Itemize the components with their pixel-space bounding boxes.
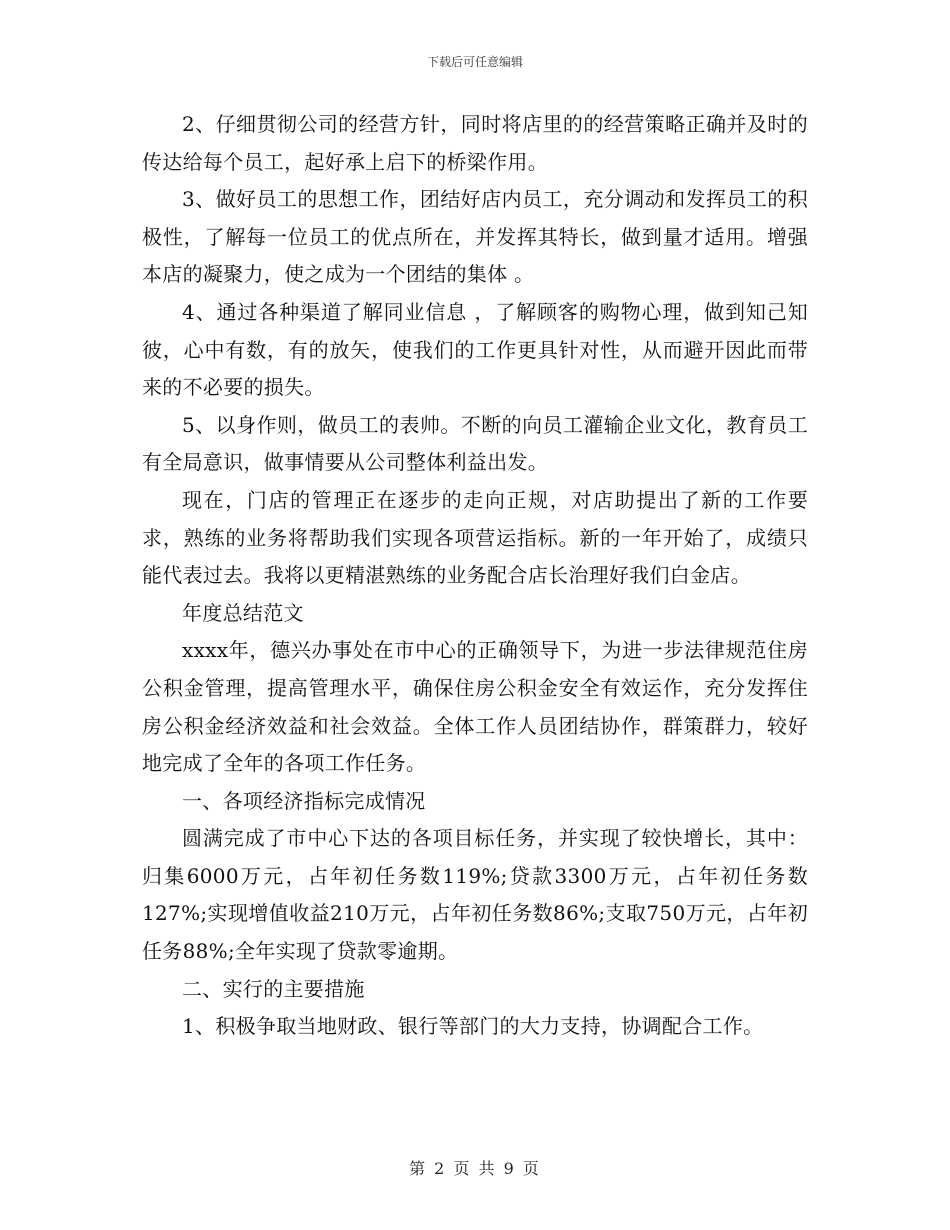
header-note: 下载后可任意编辑 bbox=[426, 55, 523, 69]
paragraph-indicators: 圆满完成了市中心下达的各项目标任务，并实现了较快增长，其中：归集6000万元，占年初任务数119%;贷款3300万元，占年初任务数127%;实现增值收益210万元，占年初任务数86%;支取750万元，占年初任务88%;全年实现了贷款零逾期。 bbox=[142, 826, 808, 964]
section-heading-indicators: 一、各项经济指标完成情况 bbox=[182, 788, 426, 813]
paragraph-item-3: 3、做好员工的思想工作，团结好店内员工，充分调动和发挥员工的积极性，了解每一位员工的优点所在，并发挥其特长，做到量才适用。增强本店的凝聚力，使之成为一个团结的集体 。 bbox=[142, 187, 808, 287]
paragraph-current-status: 现在，门店的管理正在逐步的走向正规，对店助提出了新的工作要求，熟练的业务将帮助我们实现各项营运指标。新的一年开始了，成绩只能代表过去。我将以更精湛熟练的业务配合店长治理好我们白金店。 bbox=[142, 487, 808, 588]
page-number: 第 2 页 共 9 页 bbox=[409, 1159, 541, 1178]
paragraph-item-2: 2、仔细贯彻公司的经营方针，同时将店里的的经营策略正确并及时的传达给每个员工，起好承上启下的桥梁作用。 bbox=[142, 112, 808, 174]
paragraph-measure-1: 1、积极争取当地财政、银行等部门的大力支持，协调配合工作。 bbox=[182, 1014, 764, 1039]
section-heading-measures: 二、实行的主要措施 bbox=[182, 976, 365, 1001]
paragraph-item-5: 5、以身作则，做员工的表帅。不断的向员工灌输企业文化，教育员工有全局意识，做事情要从公司整体利益出发。 bbox=[142, 412, 808, 475]
document-body bbox=[142, 106, 808, 1046]
section-title-annual-summary: 年度总结范文 bbox=[182, 600, 304, 625]
paragraph-item-4: 4、通过各种渠道了解同业信息 ，了解顾客的购物心理，做到知己知彼，心中有数，有的放矢，使我们的工作更具针对性，从而避开因此而带来的不必要的损失。 bbox=[142, 299, 808, 400]
paragraph-intro: xxxx年，德兴办事处在市中心的正确领导下，为进一步法律规范住房公积金管理，提高管理水平，确保住房公积金安全有效运作，充分发挥住房公积金经济效益和社会效益。全体工作人员团结协作，群策群力，较好地完成了全年的各项工作任务。 bbox=[142, 638, 808, 776]
